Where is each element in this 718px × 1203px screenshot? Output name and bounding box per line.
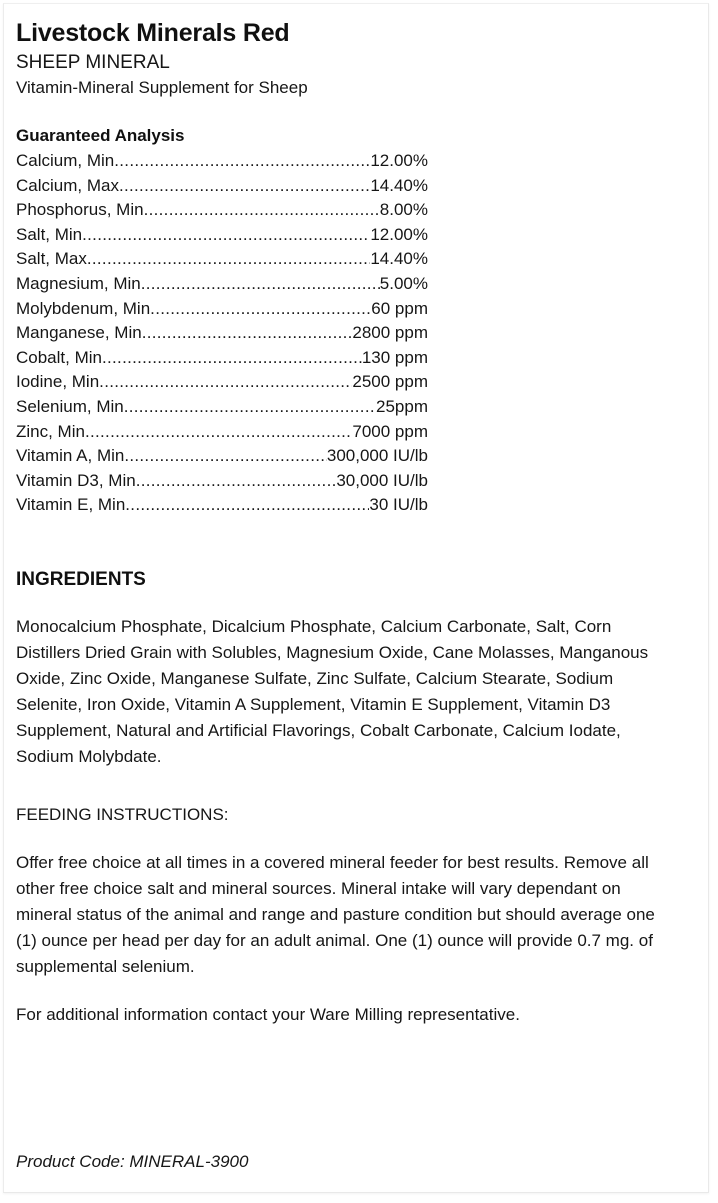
analysis-nutrient-value: 12.00% xyxy=(370,151,428,170)
analysis-nutrient-name: Phosphorus, Min xyxy=(16,200,144,220)
dot-leader xyxy=(87,247,370,272)
analysis-nutrient-name: Salt, Max xyxy=(16,249,87,269)
analysis-nutrient-value: 14.40% xyxy=(370,175,428,195)
ingredients-heading: INGREDIENTS xyxy=(16,568,146,590)
analysis-nutrient-name: Magnesium, Min xyxy=(16,273,141,293)
analysis-row xyxy=(16,321,428,346)
dot-leader xyxy=(136,469,337,494)
analysis-nutrient-value: 130 ppm xyxy=(361,347,428,367)
dot-leader xyxy=(141,272,380,297)
guaranteed-analysis-heading: Guaranteed Analysis xyxy=(16,126,185,145)
analysis-row xyxy=(16,420,428,445)
analysis-row xyxy=(16,370,428,395)
analysis-nutrient-value: 300,000 IU/lb xyxy=(326,446,428,466)
analysis-nutrient-value: 60 ppm xyxy=(371,298,428,318)
ingredients-body: Monocalcium Phosphate, Dicalcium Phosphate, Calcium Carbonate, Salt, Corn Distillers Dried Grain with Solubles, Magnesium Oxide, Cane Molasses, Manganous Oxide, Zinc Oxide, Manganese Sulfate, Zinc Sulfate, Calcium Stearate, Sodium Selenite, Iron Oxide, Vitamin A Supplement, Vitamin E Supplement, Vitamin D3 Supplement, Natural and Artificial Flavorings, Cobalt Carbonate, Calcium Iodate, Sodium Molybdate. xyxy=(16,616,649,766)
analysis-nutrient-value: 2500 ppm xyxy=(352,372,428,392)
dot-leader xyxy=(102,346,362,371)
analysis-nutrient-value: 5.00% xyxy=(379,273,428,293)
analysis-row xyxy=(16,198,428,223)
dot-leader xyxy=(124,444,327,469)
analysis-nutrient-name: Salt, Min xyxy=(16,224,83,244)
analysis-nutrient-name: Vitamin D3, Min xyxy=(16,470,136,490)
dot-leader xyxy=(125,493,369,518)
guaranteed-analysis-section xyxy=(16,124,692,518)
analysis-row xyxy=(16,444,428,469)
analysis-row xyxy=(16,395,428,420)
analysis-nutrient-name: Vitamin A, Min xyxy=(16,446,125,466)
analysis-nutrient-value: 8.00% xyxy=(379,200,428,220)
dot-leader xyxy=(124,395,376,420)
analysis-row xyxy=(16,297,428,322)
feeding-instructions-body: Offer free choice at all times in a covered mineral feeder for best results. Remove all other free choice salt and mineral sources. Mineral intake will vary dependant on mineral status of the animal and range and pasture condition but should average one (1) ounce per head per day for an adult animal. One (1) ounce will provide 0.7 mg. of supplemental selenium. xyxy=(16,852,655,976)
analysis-nutrient-name: Manganese, Min xyxy=(16,323,142,343)
analysis-nutrient-name: Cobalt, Min xyxy=(16,347,102,367)
analysis-nutrient-name: Selenium, Min xyxy=(16,396,124,416)
dot-leader xyxy=(119,174,370,199)
analysis-row xyxy=(16,149,428,174)
page-title: Livestock Minerals Red xyxy=(16,19,290,47)
guaranteed-analysis-list xyxy=(16,149,428,518)
analysis-nutrient-name: Iodine, Min xyxy=(16,372,100,392)
dot-leader xyxy=(114,149,370,174)
analysis-nutrient-value: 2800 ppm xyxy=(352,323,428,343)
product-subtitle: Vitamin-Mineral Supplement for Sheep xyxy=(16,78,308,97)
analysis-nutrient-value: 30,000 IU/lb xyxy=(336,470,428,490)
analysis-nutrient-value: 30 IU/lb xyxy=(369,495,428,515)
product-code: Product Code: MINERAL-3900 xyxy=(16,1152,249,1171)
analysis-nutrient-name: Calcium, Min xyxy=(16,151,115,170)
analysis-row xyxy=(16,223,428,248)
analysis-row xyxy=(16,469,428,494)
analysis-row xyxy=(16,493,428,518)
dot-leader xyxy=(99,370,352,395)
dot-leader xyxy=(82,223,370,248)
contact-note: For additional information contact your Ware Milling representative. xyxy=(16,1004,520,1024)
analysis-row xyxy=(16,272,428,297)
analysis-nutrient-name: Zinc, Min xyxy=(16,421,85,441)
analysis-nutrient-value: 25ppm xyxy=(376,396,428,416)
product-kind-label: SHEEP MINERAL xyxy=(16,52,170,73)
analysis-nutrient-name: Calcium, Max xyxy=(16,175,119,195)
feeding-instructions-heading: FEEDING INSTRUCTIONS: xyxy=(16,804,229,824)
analysis-nutrient-value: 12.00% xyxy=(370,224,428,244)
product-label-card xyxy=(3,3,709,1193)
analysis-nutrient-name: Vitamin E, Min xyxy=(16,495,126,515)
analysis-row xyxy=(16,174,428,199)
analysis-row xyxy=(16,346,428,371)
dot-leader xyxy=(85,420,352,445)
analysis-nutrient-name: Molybdenum, Min xyxy=(16,298,151,318)
analysis-nutrient-value: 7000 ppm xyxy=(352,421,428,441)
analysis-row xyxy=(16,247,428,272)
analysis-nutrient-value: 14.40% xyxy=(370,249,428,269)
dot-leader xyxy=(144,198,380,223)
dot-leader xyxy=(150,297,371,322)
dot-leader xyxy=(142,321,353,346)
